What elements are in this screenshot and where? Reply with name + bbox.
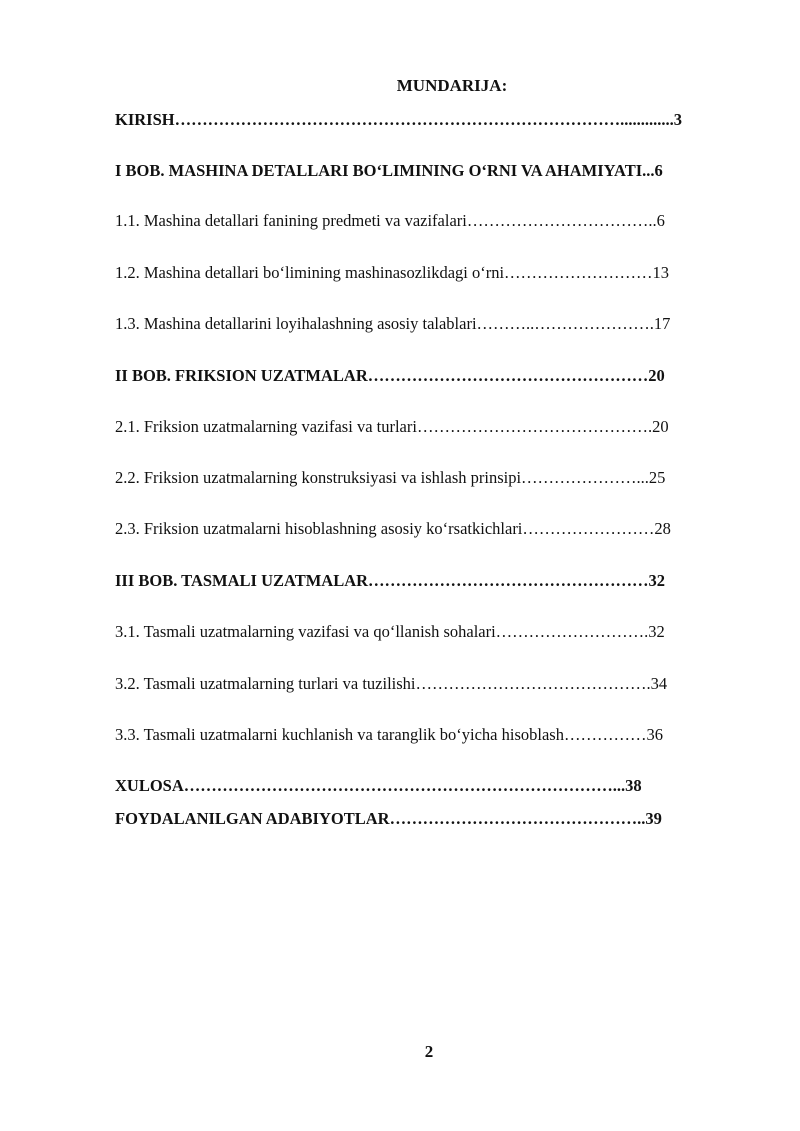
- toc-entry-2-1: 2.1. Friksion uzatmalarning vazifasi va turlari…………………………………….20: [115, 417, 669, 436]
- page-title: MUNDARIJA:: [396, 76, 508, 95]
- toc-entry-1-1: 1.1. Mashina detallari fanining predmeti va vazifalari……………………………..6: [115, 211, 665, 230]
- toc-entry-2-3: 2.3. Friksion uzatmalarni hisoblashning asosiy ko‘rsatkichlari……………………28: [115, 519, 671, 538]
- toc-entry-2-2: 2.2. Friksion uzatmalarning konstruksiyasi va ishlash prinsipi…………………...25: [115, 468, 666, 487]
- toc-entry-3-2: 3.2. Tasmali uzatmalarning turlari va tuzilishi…………………………………….34: [115, 674, 668, 693]
- toc-entry-kirish: KIRISH……………………………………………………………………….............3: [115, 110, 682, 129]
- toc-entry-1-3: 1.3. Mashina detallarini loyihalashning asosiy talablari………..………………….17: [115, 314, 671, 333]
- toc-entry-chapter-3: III BOB. TASMALI UZATMALAR……………………………………………32: [115, 571, 666, 590]
- toc-entry-1-2: 1.2. Mashina detallari bo‘limining mashinasozlikdagi o‘rni………………………13: [115, 263, 670, 282]
- toc-entry-3-3: 3.3. Tasmali uzatmalarni kuchlanish va taranglik bo‘yicha hisoblash……………36: [115, 725, 663, 744]
- toc-entry-xulosa: XULOSA……………………………………………………………………...38: [115, 776, 642, 795]
- toc-entry-adabiyotlar: FOYDALANILGAN ADABIYOTLAR………………………………………..39: [115, 809, 662, 828]
- page-number: 2: [424, 1042, 434, 1061]
- toc-entry-chapter-2: II BOB. FRIKSION UZATMALAR……………………………………………20: [115, 366, 665, 385]
- toc-entry-3-1: 3.1. Tasmali uzatmalarning vazifasi va qo‘llanish sohalari……………………….32: [115, 622, 665, 641]
- toc-entry-chapter-1: I BOB. MASHINA DETALLARI BO‘LIMINING O‘RNI VA AHAMIYATI...6: [115, 161, 663, 180]
